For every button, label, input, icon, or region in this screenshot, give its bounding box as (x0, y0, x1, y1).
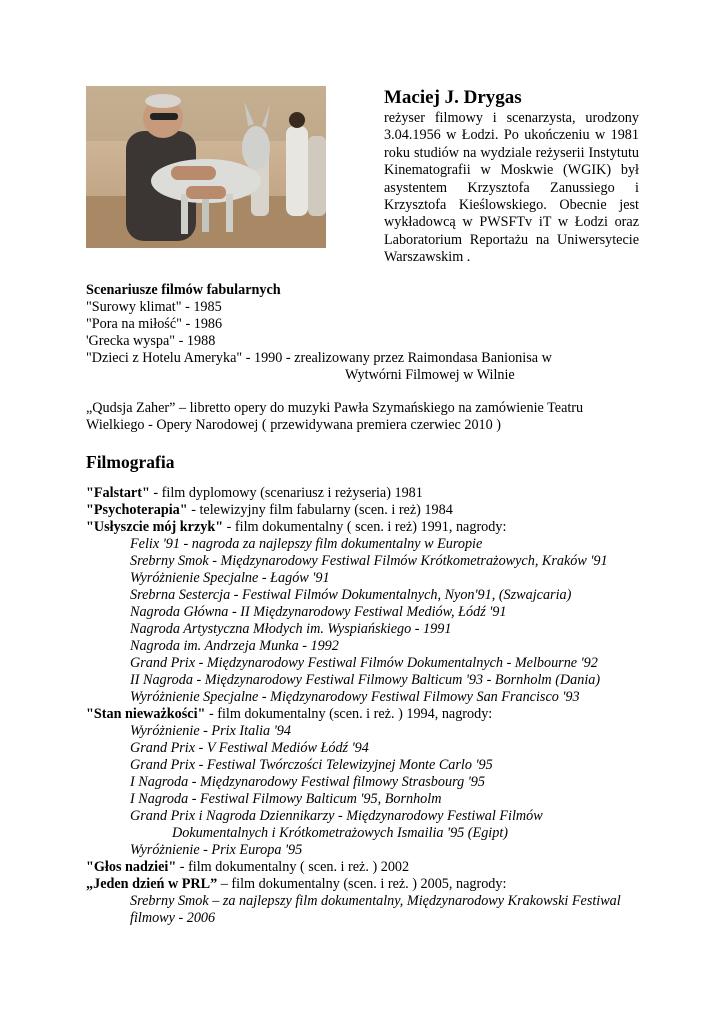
film-entry (86, 485, 646, 502)
portrait-photo (86, 86, 326, 248)
award-item: Grand Prix - Międzynarodowy Festiwal Filmów Dokumentalnych - Melbourne '92 (130, 655, 598, 671)
film-entry (86, 706, 646, 723)
award-item: Wyróżnienie Specjalne - Międzynarodowy Festiwal Filmowy San Francisco '93 (130, 689, 580, 705)
bio-text: reżyser filmowy i scenarzysta, urodzony 3.04.1956 w Łodzi. Po ukończeniu w 1981 roku studiów na wydziale reżyserii Instytutu Kinematografii w Moskwie (WGIK) był asystentem Krzysztofa Zanussiego i Krzysztofa Kieślowskiego. Obecnie jest wykładowcą w PWSFTv iT w Łodzi oraz Laboratorium Reportażu na Uniwersytecie Warszawskim . (384, 110, 639, 266)
film-title: "Psychoterapia" (86, 502, 188, 518)
award-item: Srebrny Smok - Międzynarodowy Festiwal Filmów Krótkometrażowych, Kraków '91 (130, 553, 608, 569)
film-title: "Głos nadziei" (86, 859, 177, 875)
film-desc: - film dyplomowy (scenariusz i reżyseria) 1981 (149, 485, 423, 501)
libretto-line: „Qudsja Zaher” – libretto opery do muzyki Pawła Szymańskiego na zamówienie Teatru (86, 400, 584, 416)
film-title: "Falstart" (86, 485, 150, 501)
award-item: Nagroda im. Andrzeja Munka - 1992 (130, 638, 339, 654)
film-desc: - film dokumentalny (scen. i reż. ) 1994, nagrody: (205, 706, 493, 722)
award-item: Nagroda Główna - II Międzynarodowy Festiwal Mediów, Łódź '91 (130, 604, 507, 620)
award-item: Grand Prix i Nagroda Dziennikarzy - Międzynarodowy Festiwal Filmów (130, 808, 543, 824)
award-item: Wyróżnienie - Prix Europa '95 (130, 842, 303, 858)
film-entry (86, 859, 646, 876)
film-desc: - film dokumentalny ( scen. i reż) 1991, nagrody: (223, 519, 507, 535)
award-item: Wyróżnienie Specjalne - Łagów '91 (130, 570, 330, 586)
screenplay-item: "Surowy klimat" - 1985 (86, 299, 222, 315)
award-item: filmowy - 2006 (130, 910, 216, 926)
screenplays-heading: Scenariusze filmów fabularnych (86, 282, 281, 298)
film-entry (86, 502, 646, 519)
film-title: "Usłyszcie mój krzyk" (86, 519, 224, 535)
award-item: Nagroda Artystyczna Młodych im. Wyspiańskiego - 1991 (130, 621, 452, 637)
award-item: I Nagroda - Międzynarodowy Festiwal filmowy Strasbourg '95 (130, 774, 485, 790)
award-item: Srebrna Sestercja - Festiwal Filmów Dokumentalnych, Nyon'91, (Szwajcaria) (130, 587, 572, 603)
screenplays-section (86, 282, 646, 384)
award-item: Grand Prix - V Festiwal Mediów Łódź '94 (130, 740, 369, 756)
screenplay-item: "Pora na miłość" - 1986 (86, 316, 223, 332)
screenplay-item: "Dzieci z Hotelu Ameryka" - 1990 - zrealizowany przez Raimondasa Banionisa w (86, 350, 552, 366)
film-desc: - telewizyjny film fabularny (scen. i reż) 1984 (187, 502, 453, 518)
filmography-list (86, 485, 646, 927)
screenplay-item: 'Grecka wyspa" - 1988 (86, 333, 216, 349)
award-item: Felix '91 - nagroda za najlepszy film dokumentalny w Europie (130, 536, 483, 552)
award-item: II Nagroda - Międzynarodowy Festiwal Filmowy Balticum '93 - Bornholm (Dania) (130, 672, 601, 688)
person-name: Maciej J. Drygas (384, 87, 522, 108)
libretto-section (86, 400, 646, 434)
award-item: Wyróżnienie - Prix Italia '94 (130, 723, 291, 739)
award-item: Grand Prix - Festiwal Twórczości Telewizyjnej Monte Carlo '95 (130, 757, 493, 773)
screenplay-continuation: Wytwórni Filmowej w Wilnie (345, 367, 515, 383)
film-entry (86, 876, 646, 893)
film-desc: – film dokumentalny (scen. i reż. ) 2005, nagrody: (217, 876, 507, 892)
film-desc: - film dokumentalny ( scen. i reż. ) 2002 (176, 859, 410, 875)
award-item: I Nagroda - Festiwal Filmowy Balticum '95, Bornholm (130, 791, 442, 807)
photo-illustration (86, 86, 326, 248)
film-title: "Stan nieważkości" (86, 706, 206, 722)
bio-section (384, 87, 639, 267)
film-title: „Jeden dzień w PRL” (86, 876, 218, 892)
film-entry (86, 519, 646, 536)
award-continuation: Dokumentalnych i Krótkometrażowych Ismailia '95 (Egipt) (172, 825, 508, 841)
libretto-line: Wielkiego - Opery Narodowej ( przewidywana premiera czerwiec 2010 ) (86, 417, 502, 433)
filmography-heading: Filmografia (86, 452, 175, 472)
award-item: Srebrny Smok – za najlepszy film dokumentalny, Międzynarodowy Krakowski Festiwal (130, 893, 621, 909)
